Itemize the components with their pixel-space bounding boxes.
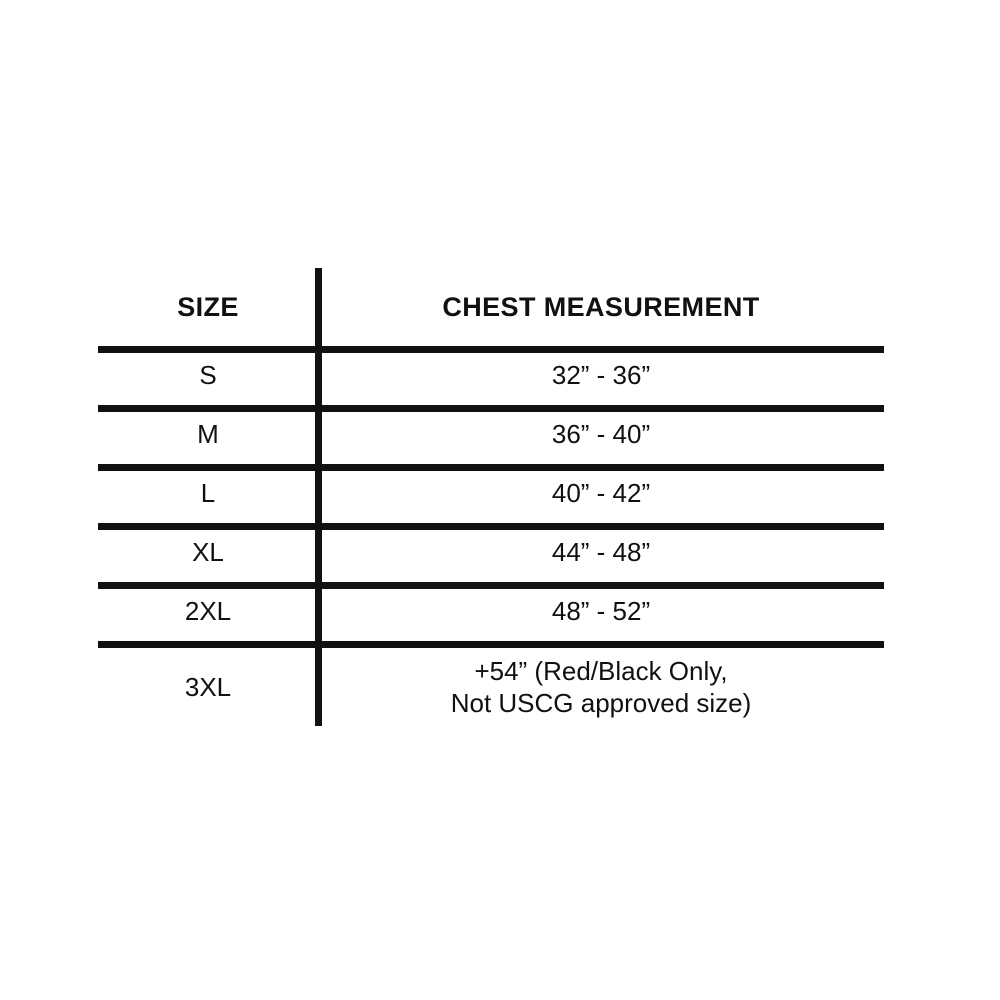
cell-chest: 36” - 40” — [551, 419, 651, 449]
table-header-row — [98, 268, 884, 346]
table-row — [98, 641, 884, 733]
cell-chest: 48” - 52” — [551, 596, 651, 626]
cell-size: L — [200, 478, 216, 508]
table-row — [98, 405, 884, 464]
cell-chest — [318, 641, 884, 733]
cell-chest-line-1: +54” (Red/Black Only, — [474, 655, 728, 686]
header-chest: CHEST MEASUREMENT — [442, 291, 760, 322]
size-chart — [98, 268, 884, 726]
table-row — [98, 346, 884, 405]
cell-size: M — [197, 419, 219, 449]
table-row — [98, 523, 884, 582]
table-row — [98, 464, 884, 523]
cell-chest-line-2: Not USCG approved size) — [450, 688, 752, 718]
cell-chest: 44” - 48” — [551, 537, 651, 567]
cell-size: 3XL — [184, 671, 232, 702]
cell-size: S — [199, 360, 217, 390]
cell-size: XL — [192, 537, 224, 567]
header-size: SIZE — [177, 291, 239, 322]
cell-chest: 40” - 42” — [551, 478, 651, 508]
table-row — [98, 582, 884, 641]
cell-size: 2XL — [184, 596, 232, 626]
cell-chest: 32” - 36” — [551, 360, 651, 390]
size-chart-table — [98, 268, 884, 733]
